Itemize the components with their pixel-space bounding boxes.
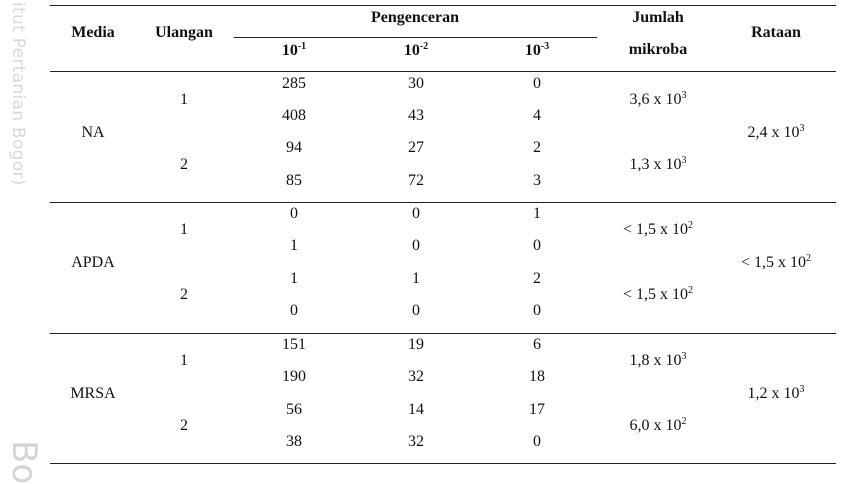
jumlah-mikroba-value-exponent: 3 bbox=[681, 90, 687, 101]
watermark-corner-text: Bo bbox=[4, 440, 44, 484]
ulangan-label: 2 bbox=[180, 155, 188, 173]
dilution-count-cell: 151 bbox=[282, 336, 306, 353]
header-dilution-exp: -3 bbox=[540, 41, 550, 52]
rataan-value-exponent: 3 bbox=[799, 383, 805, 395]
dilution-count-cell: 2 bbox=[533, 139, 541, 156]
dilution-count-cell: 14 bbox=[408, 401, 424, 418]
dilution-count-cell: 72 bbox=[408, 172, 424, 189]
header-bottom-rule bbox=[50, 71, 836, 72]
dilution-count-cell: 408 bbox=[282, 107, 306, 124]
dilution-count-cell: 190 bbox=[282, 368, 306, 385]
dilution-count-cell: 38 bbox=[286, 433, 302, 450]
dilution-count-cell: 17 bbox=[529, 401, 545, 418]
jumlah-mikroba-value-mantissa: 1,3 x 10 bbox=[629, 155, 682, 173]
dilution-count-cell: 43 bbox=[408, 107, 424, 124]
dilution-count-cell: 0 bbox=[290, 205, 298, 222]
jumlah-mikroba-value bbox=[623, 287, 693, 303]
pengenceran-rule bbox=[234, 37, 597, 38]
dilution-count-cell: 32 bbox=[408, 368, 424, 385]
dilution-count-cell: 1 bbox=[412, 270, 420, 287]
dilution-count-cell: 18 bbox=[529, 368, 545, 385]
header-dilution bbox=[404, 43, 428, 59]
jumlah-mikroba-value-mantissa: 3,6 x 10 bbox=[629, 91, 682, 108]
header-dilution-exp: -1 bbox=[297, 41, 307, 52]
jumlah-mikroba-value-exponent: 2 bbox=[681, 416, 687, 427]
rataan-value-mantissa: 2,4 x 10 bbox=[747, 123, 800, 141]
header-media: Media bbox=[71, 24, 115, 41]
dilution-count-cell: 27 bbox=[408, 139, 424, 156]
rataan-value bbox=[747, 383, 805, 402]
rataan-value-mantissa: < 1,5 x 10 bbox=[740, 253, 807, 271]
dilution-count-cell: 2 bbox=[533, 270, 541, 287]
ulangan-label: 1 bbox=[180, 221, 188, 238]
header-dilution-exp: -2 bbox=[419, 41, 429, 52]
header-dilution-base: 10 bbox=[403, 42, 420, 59]
table-bottom-rule bbox=[50, 463, 836, 464]
media-label: MRSA bbox=[70, 384, 116, 402]
header-jumlah-line2: mikroba bbox=[628, 41, 688, 58]
dilution-count-cell: 1 bbox=[290, 237, 298, 254]
jumlah-mikroba-value-mantissa: 6,0 x 10 bbox=[629, 417, 682, 434]
jumlah-mikroba-value bbox=[630, 418, 687, 434]
header-dilution bbox=[282, 43, 306, 59]
header-ulangan: Ulangan bbox=[155, 24, 213, 41]
jumlah-mikroba-value bbox=[630, 353, 687, 369]
rataan-value bbox=[740, 252, 812, 271]
dilution-count-cell: 1 bbox=[290, 270, 298, 287]
jumlah-mikroba-value bbox=[629, 154, 687, 173]
ulangan-label: 2 bbox=[180, 286, 188, 303]
header-dilution bbox=[525, 43, 549, 59]
dilution-count-cell: 0 bbox=[290, 302, 298, 319]
header-jumlah-line1: Jumlah bbox=[632, 9, 684, 26]
dilution-count-cell: 30 bbox=[408, 75, 424, 92]
dilution-count-cell: 0 bbox=[533, 237, 541, 254]
dilution-count-cell: 3 bbox=[533, 172, 541, 189]
table-top-rule bbox=[50, 5, 836, 6]
dilution-count-cell: 0 bbox=[412, 237, 420, 254]
jumlah-mikroba-value bbox=[623, 222, 693, 238]
dilution-count-cell: 0 bbox=[533, 433, 541, 450]
rataan-value bbox=[747, 122, 805, 141]
ulangan-label: 2 bbox=[180, 417, 188, 434]
ulangan-label: 1 bbox=[180, 352, 188, 369]
jumlah-mikroba-value-mantissa: < 1,5 x 10 bbox=[622, 286, 689, 303]
jumlah-mikroba-value-mantissa: < 1,5 x 10 bbox=[622, 221, 689, 238]
dilution-count-cell: 0 bbox=[412, 205, 420, 222]
group-divider-rule bbox=[50, 202, 836, 203]
jumlah-mikroba-value-exponent: 3 bbox=[681, 351, 687, 362]
jumlah-mikroba-value-exponent: 3 bbox=[681, 154, 687, 166]
jumlah-mikroba-value bbox=[630, 92, 687, 108]
dilution-count-cell: 85 bbox=[286, 172, 302, 189]
group-divider-rule bbox=[50, 333, 836, 334]
ulangan-label: 1 bbox=[180, 91, 188, 108]
watermark bbox=[4, 0, 44, 484]
dilution-count-cell: 285 bbox=[282, 75, 306, 92]
dilution-count-cell: 0 bbox=[412, 302, 420, 319]
jumlah-mikroba-value-exponent: 2 bbox=[688, 220, 694, 231]
jumlah-mikroba-value-exponent: 2 bbox=[688, 285, 694, 296]
dilution-count-cell: 0 bbox=[533, 75, 541, 92]
data-table bbox=[50, 0, 836, 482]
media-label: APDA bbox=[71, 253, 115, 271]
dilution-count-cell: 4 bbox=[533, 107, 541, 124]
dilution-count-cell: 1 bbox=[533, 205, 541, 222]
dilution-count-cell: 0 bbox=[533, 302, 541, 319]
dilution-count-cell: 19 bbox=[408, 336, 424, 353]
header-pengenceran: Pengenceran bbox=[371, 9, 459, 26]
dilution-count-cell: 94 bbox=[286, 139, 302, 156]
dilution-count-cell: 56 bbox=[286, 401, 302, 418]
dilution-count-cell: 6 bbox=[533, 336, 541, 353]
jumlah-mikroba-value-mantissa: 1,8 x 10 bbox=[629, 352, 682, 369]
media-label: NA bbox=[81, 123, 105, 141]
rataan-value-exponent: 2 bbox=[806, 252, 812, 264]
rataan-value-mantissa: 1,2 x 10 bbox=[747, 384, 800, 402]
header-dilution-base: 10 bbox=[524, 42, 541, 59]
header-rataan: Rataan bbox=[751, 24, 801, 41]
rataan-value-exponent: 3 bbox=[799, 122, 805, 134]
header-dilution-base: 10 bbox=[281, 42, 298, 59]
watermark-side-text: itut Pertanian Bogor) bbox=[8, 2, 28, 186]
dilution-count-cell: 32 bbox=[408, 433, 424, 450]
